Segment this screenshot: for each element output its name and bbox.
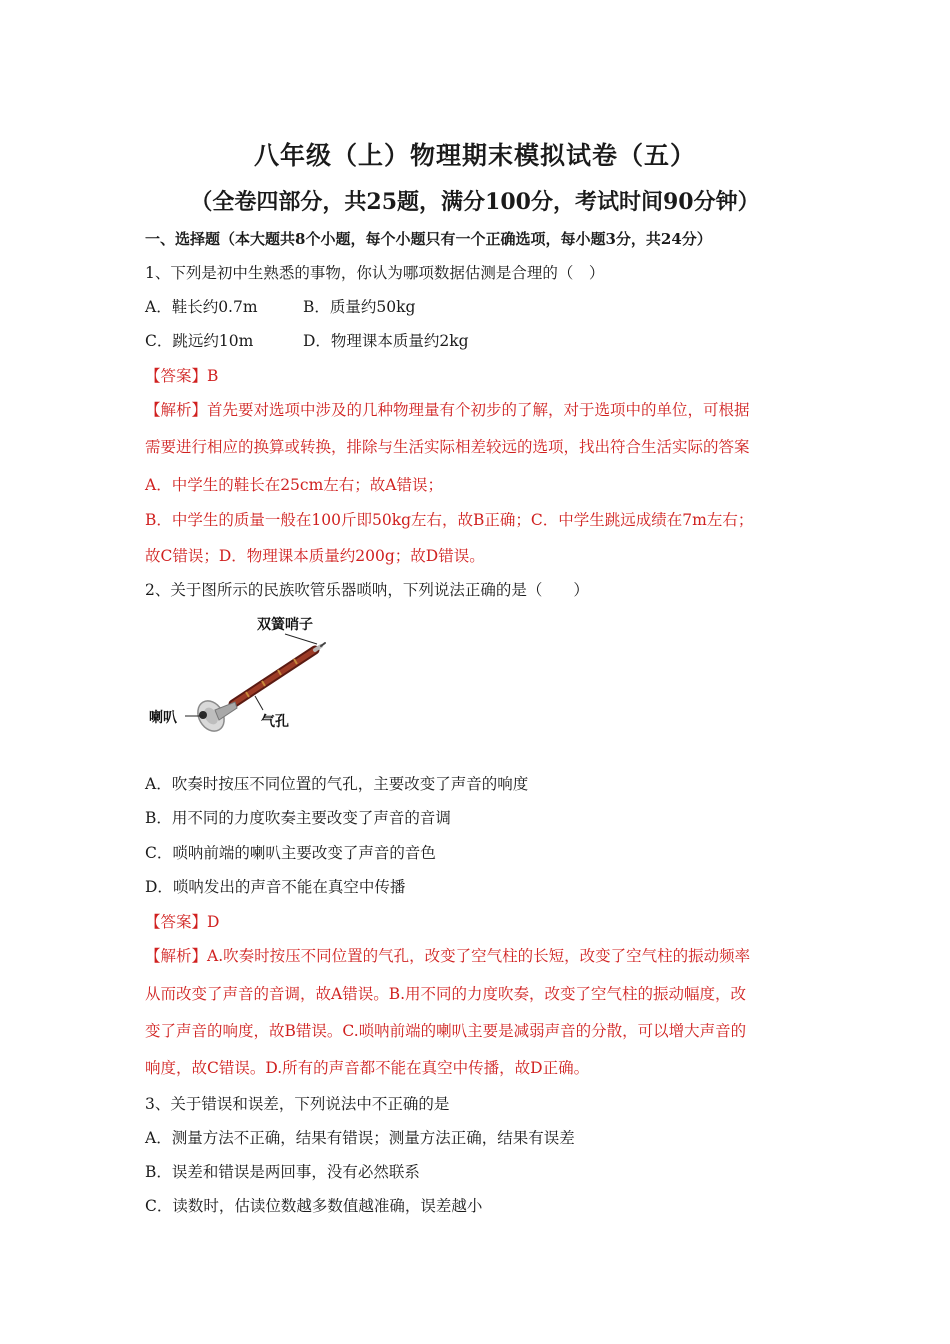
question-3-option-b: B．误差和错误是两回事，没有必然联系	[145, 1163, 420, 1181]
question-1-analysis-line-3: A．中学生的鞋长在25cm左右；故A错误；	[145, 476, 443, 494]
question-2-option-c: C．唢呐前端的喇叭主要改变了声音的音色	[145, 844, 436, 862]
question-2-stem: 2、关于图所示的民族吹管乐器唢呐，下列说法正确的是（ ）	[145, 581, 589, 599]
analysis-label: 【解析】	[145, 947, 208, 965]
question-1-option-c: C．跳远约10m	[145, 332, 254, 350]
question-2-option-d: D．唢呐发出的声音不能在真空中传播	[145, 878, 406, 896]
question-1-option-a: A．鞋长约0.7m	[145, 298, 258, 316]
page-subtitle: （全卷四部分，共25题，满分100分，考试时间90分钟）	[190, 189, 760, 215]
question-1-answer: 【答案】B	[145, 367, 219, 385]
question-3-stem: 3、关于错误和误差，下列说法中不正确的是	[145, 1095, 450, 1113]
question-1-stem: 1、下列是初中生熟悉的事物，你认为哪项数据估测是合理的（ ）	[145, 264, 605, 282]
question-2-analysis-line-3: 变了声音的响度，故B错误。C.唢呐前端的喇叭主要是减弱声音的分散，可以增大声音的	[145, 1022, 747, 1040]
question-1-analysis-line-1: 【解析】首先要对选项中涉及的几种物理量有个初步的了解，对于选项中的单位，可根据	[145, 401, 750, 419]
figure-label-horn: 喇叭	[149, 710, 177, 726]
question-2-analysis-line-2: 从而改变了声音的音调，故A错误。B.用不同的力度吹奏，改变了空气柱的振动幅度，改	[145, 985, 747, 1003]
question-2-answer: 【答案】D	[145, 913, 220, 931]
question-1-option-b: B．质量约50kg	[303, 298, 416, 316]
question-1-option-d: D．物理课本质量约2kg	[303, 332, 469, 350]
suona-figure	[145, 612, 345, 742]
section-heading: 一、选择题（本大题共8个小题，每个小题只有一个正确选项，每小题3分，共24分）	[145, 230, 712, 248]
figure-label-hole: 气孔	[261, 714, 289, 730]
question-3-option-c: C．读数时，估读位数越多数值越准确，误差越小	[145, 1197, 483, 1215]
question-2-analysis-line-1: 【解析】A.吹奏时按压不同位置的气孔，改变了空气柱的长短，改变了空气柱的振动频率	[145, 947, 751, 965]
question-1-analysis-line-5: 故C错误；D．物理课本质量约200g；故D错误。	[145, 547, 485, 565]
question-3-option-a: A．测量方法不正确，结果有错误；测量方法正确，结果有误差	[145, 1129, 575, 1147]
figure-label-reed: 双簧哨子	[257, 617, 313, 633]
question-1-analysis-line-4: B．中学生的质量一般在100斤即50kg左右，故B正确；C．中学生跳远成绩在7m左右；	[145, 511, 754, 529]
analysis-label: 【解析】	[145, 401, 208, 419]
question-2-analysis-line-4: 响度，故C错误。D.所有的声音都不能在真空中传播，故D正确。	[145, 1059, 590, 1077]
suona-illustration	[145, 612, 345, 742]
question-2-option-b: B．用不同的力度吹奏主要改变了声音的音调	[145, 809, 451, 827]
page-title: 八年级（上）物理期末模拟试卷（五）	[253, 141, 696, 170]
question-1-analysis-line-2: 需要进行相应的换算或转换，排除与生活实际相差较远的选项，找出符合生活实际的答案	[145, 438, 750, 456]
question-2-option-a: A．吹奏时按压不同位置的气孔，主要改变了声音的响度	[145, 775, 529, 793]
